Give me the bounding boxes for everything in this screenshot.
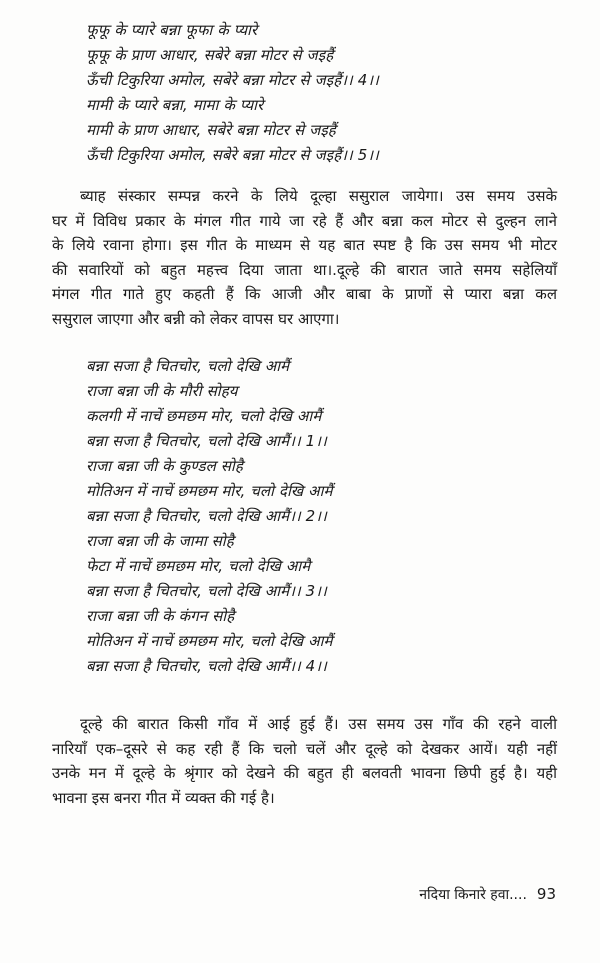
- paragraph-line: दूल्हे की बारात किसी गाँव में आई हुई हैं। उस समय उस गाँव की रहने वाली: [80, 715, 557, 733]
- verse-line: बन्ना सजा है चितचोर, चलो देखि आमैं।। 4।।: [86, 657, 327, 675]
- verse-line: कलगी में नाचें छमछम मोर, चलो देखि आमैं: [86, 407, 322, 425]
- prose-paragraph-2: [52, 712, 557, 810]
- verse-line: फूफू के प्राण आधार, सबेरे बन्ना मोटर से जइहैं: [86, 46, 334, 64]
- paragraph-line: नारियाँ एक–दूसरे से कह रही हैं कि चलो चलें और दूल्हे को देखकर आयें। यही नहीं: [52, 739, 557, 758]
- verse-line: फेटा में नाचें छमछम मोर, चलो देखि आमै: [86, 557, 311, 575]
- verse-line: बन्ना सजा है चितचोर, चलो देखि आमैं।। 1।।: [86, 432, 327, 450]
- paragraph-line: मंगल गीत गाते हुए कहती हैं कि आजी और बाबा के प्राणों से प्यारा बन्ना कल: [52, 285, 557, 303]
- verse-line: बन्ना सजा है चितचोर, चलो देखि आमैं।। 3।।: [86, 582, 327, 600]
- verse-line: मामी के प्राण आधार, सबेरे बन्ना मोटर से जइहैं: [86, 121, 336, 139]
- folk-song-verse-1: [86, 18, 379, 168]
- verse-line: मोतिअन में नाचें छमछम मोर, चलो देखि आमैं: [86, 482, 333, 500]
- page-number: 93: [536, 885, 556, 903]
- paragraph-line: की सवारियों को बहुत महत्त्व दिया जाता था।.दूल्हे की बारात जाते समय सहेलियाँ: [52, 260, 557, 279]
- verse-line: फूफू के प्यारे बन्ना फूफा के प्यारे: [86, 21, 258, 39]
- page-footer: [419, 885, 556, 904]
- verse-line: ऊँची टिकुरिया अमोल, सबेरे बन्ना मोटर से जइहैं।। 4।।: [86, 71, 379, 89]
- prose-paragraph-1: [52, 184, 557, 331]
- running-title: नदिया किनारे हवा....: [419, 887, 527, 903]
- paragraph-line: ससुराल जाएगा और बन्नी को लेकर वापस घर आएगा।: [52, 309, 340, 328]
- verse-line: राजा बन्ना जी के कंगन सोहै: [86, 607, 235, 625]
- verse-line: राजा बन्ना जी के जामा सोहै: [86, 532, 234, 550]
- paragraph-line: के लिये रवाना होगा। इस गीत के माध्यम से यह बात स्पष्ट है कि उस समय भी मोटर: [52, 236, 557, 254]
- paragraph-line: ब्याह संस्कार सम्पन्न करने के लिये दूल्हा ससुराल जायेगा। उस समय उसके: [80, 187, 557, 205]
- verse-line: राजा बन्ना जी के कुण्डल सोहै: [86, 457, 243, 475]
- verse-line: राजा बन्ना जी के मौरी सोहय: [86, 382, 238, 400]
- paragraph-line: भावना इस बनरा गीत में व्यक्त की गई है।: [52, 788, 275, 807]
- verse-line: मोतिअन में नाचें छमछम मोर, चलो देखि आमैं: [86, 632, 333, 650]
- paragraph-line: उनके मन में दूल्हे के श्रृंगार को देखने की बहुत ही बलवती भावना छिपी हुई है। यही: [52, 764, 557, 782]
- verse-line: बन्ना सजा है चितचोर, चलो देखि आमैं: [86, 357, 290, 375]
- folk-song-verse-2: [86, 354, 333, 679]
- verse-line: मामी के प्यारे बन्ना, मामा के प्यारे: [86, 96, 264, 114]
- paragraph-line: घर में विविध प्रकार के मंगल गीत गाये जा रहे हैं और बन्ना कल मोटर से दुल्हन लाने: [52, 211, 557, 230]
- verse-line: ऊँची टिकुरिया अमोल, सबेरे बन्ना मोटर से जइहैं।। 5।।: [86, 146, 379, 164]
- verse-line: बन्ना सजा है चितचोर, चलो देखि आमैं।। 2।।: [86, 507, 327, 525]
